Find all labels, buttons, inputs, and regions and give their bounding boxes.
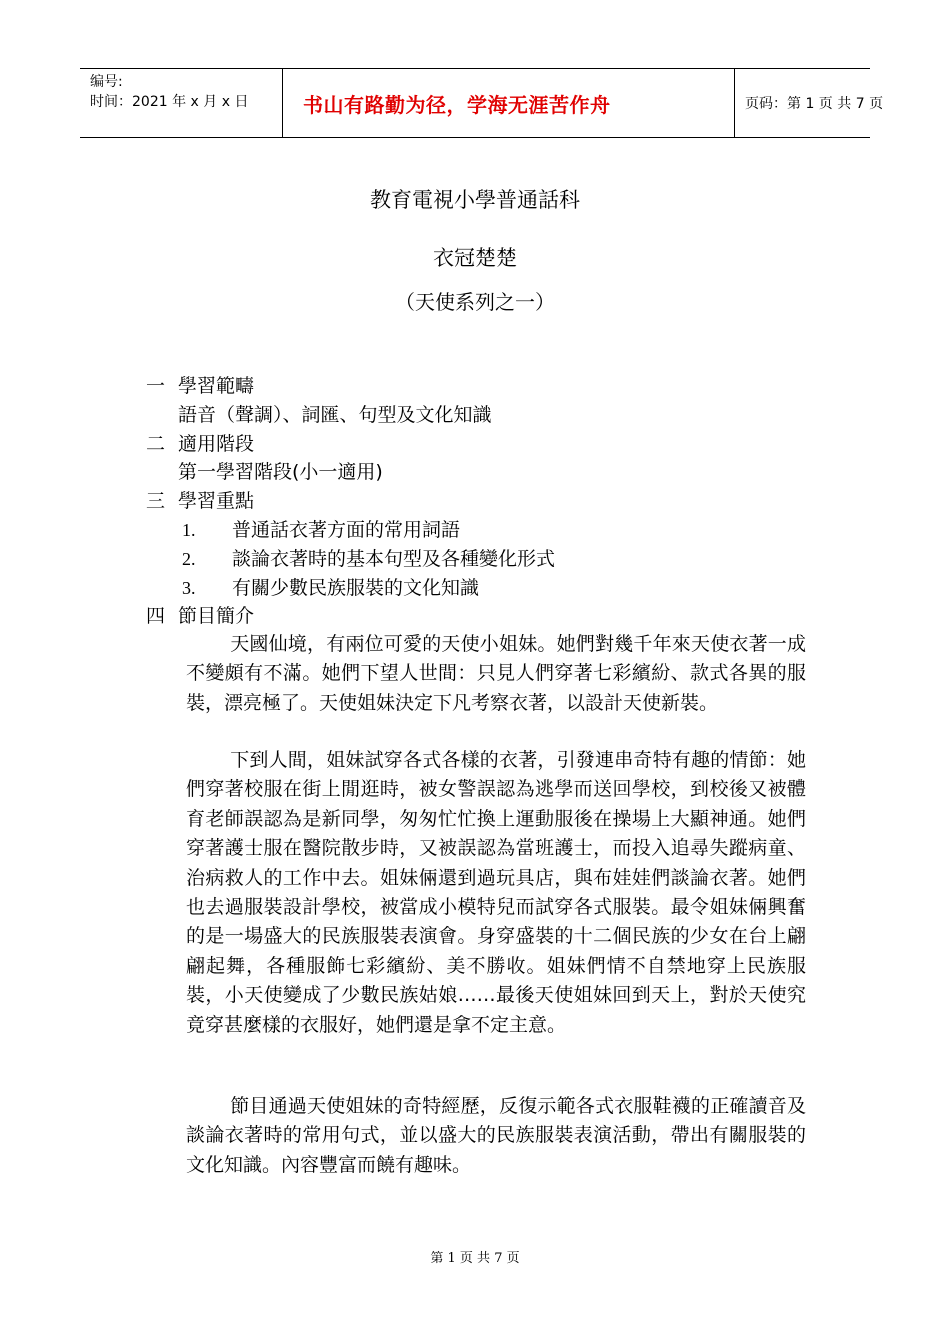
paragraph-text: 節目通過天使姐妹的奇特經歷，反復示範各式衣服鞋襪的正確讀音及談論衣著時的常用句式，並以盛大的民族服裝表演活動，帶出有關服裝的文化知識。內容豐富而饒有趣味。 (186, 1095, 806, 1176)
document-time-label: 时间：2021 年 x 月 x 日 (90, 94, 249, 110)
paragraph-text: 天國仙境，有兩位可愛的天使小姐妹。她們對幾千年來天使衣著一成不變頗有不滿。她們下望人世間：只見人們穿著七彩繽紛、款式各異的服裝，漂亮極了。天使姐妹決定下凡考察衣著，以設計天使新裝。 (186, 633, 806, 714)
section-2-heading: 適用階段 (178, 433, 255, 455)
section-1-marker: 一 (146, 375, 166, 397)
document-subtitle: 衣冠楚楚 (433, 246, 517, 270)
page-header (80, 68, 884, 138)
paragraph-text: 下到人間，姐妹試穿各式各樣的衣著，引發連串奇特有趣的情節：她們穿著校服在街上閒逛時，被女警誤認為逃學而送回學校，到校後又被體育老師誤認為是新同學，匆匆忙忙換上運動服後在操場上大顯神通。她們穿著護士服在醫院散步時，又被誤認為當班護士，而投入追尋失蹤病童、治病救人的工作中去。姐妹倆還到過玩具店，與布娃娃們談論衣著。她們也去過服裝設計學校，被當成小模特兒而試穿各式服裝。最令姐妹倆興奮的是一場盛大的民族服裝表演會。身穿盛裝的十二個民族的少女在台上翩翩起舞，各種服飾七彩繽紛、美不勝收。姐妹們情不自禁地穿上民族服裝，小天使變成了少數民族姑娘……最後天使姐妹回到天上，對於天使究竟穿甚麼樣的衣服好，她們還是拿不定主意。 (186, 749, 806, 1036)
document-number-label: 编号: (90, 74, 123, 90)
header-motto: 书山有路勤为径，学海无涯苦作舟 (303, 92, 611, 117)
list-item-number: 1. (182, 520, 196, 540)
list-item-number: 2. (182, 549, 196, 569)
intro-paragraph-3 (186, 1092, 806, 1180)
section-4-marker: 四 (146, 605, 166, 627)
intro-paragraph-1 (186, 630, 806, 718)
section-2-body: 第一學習階段(小一適用) (178, 461, 383, 483)
header-motto-cell (282, 69, 735, 137)
intro-paragraph-2 (186, 746, 806, 1040)
header-page-info: 页码：第 1 页 共 7 页 (745, 96, 884, 112)
document-title: 教育電視小學普通話科 (370, 188, 580, 212)
section-2-marker: 二 (146, 433, 166, 455)
section-3-marker: 三 (146, 490, 166, 512)
section-1-body: 語音（聲調）、詞匯、句型及文化知識 (178, 404, 492, 426)
section-3-heading: 學習重點 (178, 490, 255, 512)
section-4-heading: 節目簡介 (178, 605, 255, 627)
series-label: （天使系列之一） (395, 290, 555, 314)
header-meta (80, 69, 282, 137)
page-footer: 第 1 页 共 7 页 (430, 1251, 520, 1266)
list-item: 普通話衣著方面的常用詞語 (232, 519, 461, 541)
list-item: 談論衣著時的基本句型及各種變化形式 (232, 548, 556, 570)
section-1-heading: 學習範疇 (178, 375, 255, 397)
list-item-number: 3. (182, 578, 196, 598)
list-item: 有關少數民族服裝的文化知識 (232, 577, 480, 599)
